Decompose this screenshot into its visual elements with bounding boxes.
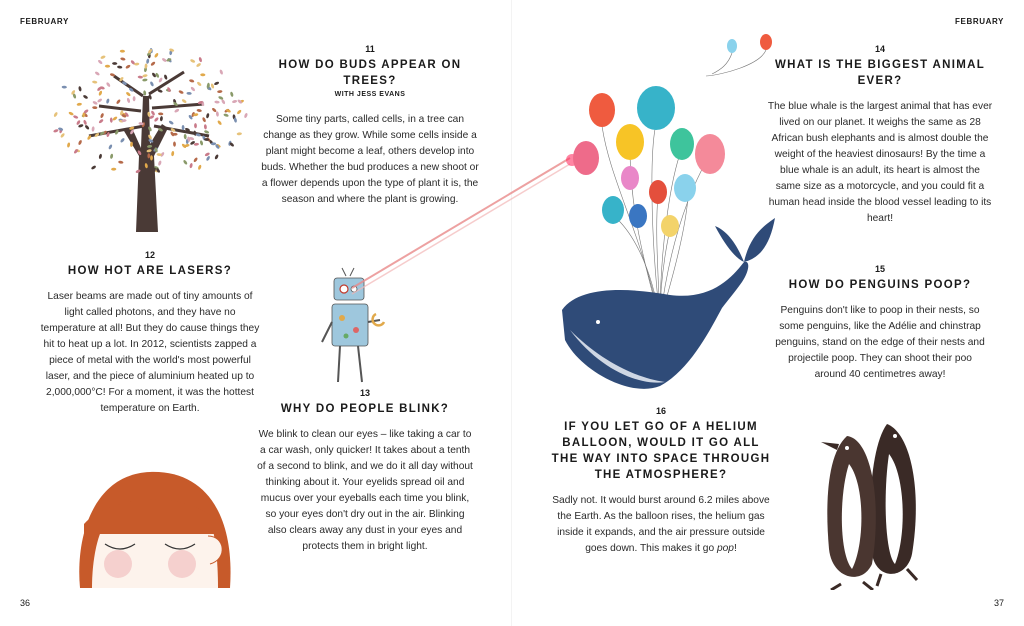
tree-leaf — [149, 81, 154, 87]
tree-leaf — [126, 98, 130, 104]
entry-question: WHY DO PEOPLE BLINK? — [280, 403, 450, 415]
tree-leaf — [98, 90, 103, 96]
entry-number: 12 — [144, 250, 155, 260]
entry-body: Laser beams are made out of tiny amounts of light called photons, and they have no temperature at all! But they do cause things they hit to heat up a lot. In 2012, scientists zapped a piece of metal with the world's most powerful laser, and the piece of aluminium heated up to 2,000,000°C! For a moment, it was the hottest temperature on Earth. — [40, 291, 260, 414]
entry-16 — [548, 406, 774, 557]
tree-leaf — [112, 62, 117, 65]
tree-leaf — [163, 74, 167, 80]
tree-leaf — [221, 99, 226, 105]
tree-leaf — [78, 86, 82, 92]
whale-balloons-illustration — [330, 30, 790, 410]
entry-body: Some tiny parts, called cells, in a tree can change as they grow. While some cells inside a plant might become a leaf, others develop into buds. Whether the bud produces a new shoot or a flower depends upon the type of plant it is, the season and where the plant is growing. — [261, 114, 479, 205]
tree-leaf — [125, 64, 131, 69]
tree-leaf — [142, 74, 148, 78]
tree-leaf — [84, 124, 90, 130]
tree-leaf — [73, 115, 79, 119]
tree-leaf — [204, 152, 210, 157]
tree-leaf — [68, 111, 74, 116]
entry-body: We blink to clean our eyes – like taking a car to a car wash, only quicker! It takes about a tenth of a second to blink, and we do it all day without thinking about it. Your eyelids spread oil and mucus over your eyeballs each time you blink, so your eyes don't dry out in the air. Blinking also clears away any dust in your eyes and protects them in bright light. — [257, 429, 473, 552]
penguins-illustration — [817, 414, 937, 590]
tree-leaf — [125, 91, 131, 96]
tree-leaf — [110, 117, 113, 122]
tree-leaf — [100, 55, 106, 60]
tree-leaf — [232, 100, 238, 104]
tree-leaf — [217, 90, 222, 93]
tree-leaf — [199, 140, 203, 146]
tree-leaf — [182, 125, 185, 130]
tree-leaf — [184, 134, 187, 139]
running-head-right: FEBRUARY — [955, 17, 1004, 26]
tree-leaf — [94, 71, 100, 76]
entry-body-end: ! — [733, 543, 737, 554]
tree-leaf — [171, 151, 175, 157]
tree-leaf — [117, 65, 123, 68]
tree-leaf — [214, 154, 219, 160]
page-number-right: 37 — [993, 598, 1004, 608]
tree-leaf — [62, 86, 67, 89]
entry-13 — [255, 388, 475, 555]
entry-number: 13 — [359, 388, 370, 398]
tree-leaf — [211, 107, 217, 113]
tree-leaf — [204, 124, 207, 129]
tree-leaf — [196, 81, 202, 87]
tree-leaf — [116, 99, 121, 105]
entry-12 — [40, 250, 260, 417]
tree-leaf — [158, 112, 163, 115]
tree-leaf — [154, 117, 160, 123]
tree-leaf — [76, 102, 82, 106]
entry-question: HOW HOT ARE LASERS? — [67, 265, 233, 277]
tree-leaf — [194, 123, 197, 128]
tree-leaf — [150, 61, 156, 67]
entry-byline: WITH JESS EVANS — [334, 91, 406, 98]
tree-leaf — [53, 129, 59, 133]
tree-leaf — [210, 83, 214, 89]
entry-question: IF YOU LET GO OF A HELIUM BALLOON, WOULD IT GO ALL THE WAY INTO SPACE THROUGH THE ATMOSPHERE? — [551, 421, 771, 481]
entry-number: 11 — [365, 44, 375, 54]
tree-leaf — [174, 108, 180, 113]
tree-leaf — [190, 59, 196, 64]
tree-leaf — [112, 116, 118, 121]
tree-leaf — [189, 79, 195, 83]
tree-leaf — [110, 153, 114, 159]
running-head-left: FEBRUARY — [20, 17, 69, 26]
tree-leaf — [120, 50, 125, 53]
tree-leaf — [106, 98, 110, 104]
tree-leaf — [178, 90, 184, 95]
tree-leaf — [98, 118, 104, 123]
tree-leaf — [190, 86, 196, 92]
tree-leaf — [92, 100, 98, 105]
entry-question: WHAT IS THE BIGGEST ANIMAL EVER? — [774, 59, 986, 87]
tree-leaf — [120, 57, 126, 61]
tree-leaf — [53, 112, 58, 118]
tree-leaf — [78, 140, 83, 146]
tree-leaf — [181, 98, 187, 103]
tree-leaf — [160, 116, 163, 122]
tree-leaf — [183, 159, 188, 165]
entry-question: HOW DO PENGUINS POOP? — [788, 279, 972, 291]
tree-leaf — [108, 144, 113, 150]
tree-leaf — [158, 77, 163, 83]
entry-body — [548, 493, 774, 557]
entry-question: HOW DO BUDS APPEAR ON TREES? — [278, 59, 462, 87]
tree-leaf — [91, 126, 94, 132]
tree-leaf — [206, 155, 211, 161]
tree-leaf — [193, 157, 198, 163]
tree-leaf — [216, 111, 219, 117]
tree-leaf — [138, 75, 143, 78]
tree-leaf — [237, 132, 242, 135]
tree-leaf — [230, 91, 234, 97]
tree-leaf — [106, 82, 111, 88]
tree-leaf — [111, 168, 116, 171]
tree-leaf — [168, 120, 174, 125]
entry-number: 14 — [874, 44, 885, 54]
tree-leaf — [196, 62, 202, 67]
entry-14 — [767, 44, 993, 227]
tree-leaf — [186, 92, 191, 95]
page-number-left: 36 — [20, 598, 31, 608]
tree-leaf — [236, 109, 242, 115]
entry-body: The blue whale is the largest animal that has ever lived on our planet. It weighs the same as 28 African bush elephants and is almost double the weight of the heaviest dinosaurs! By the time a blue whale is an adult, its heart is almost the same size as a motorcycle, and you could fit a human head inside the blood vessel leading to its heart! — [767, 101, 993, 224]
tree-leaf — [202, 117, 207, 123]
tree-leaf — [92, 106, 97, 109]
tree-leaf — [197, 164, 201, 170]
tree-leaf — [150, 110, 155, 116]
tree-leaf — [198, 57, 202, 63]
girl-illustration — [70, 464, 240, 588]
tree-leaf — [189, 163, 193, 169]
tree-leaf — [98, 154, 102, 160]
tree-leaf — [158, 160, 162, 166]
entry-number: 15 — [874, 264, 885, 274]
tree-leaf — [142, 78, 148, 81]
tree-illustration — [44, 36, 254, 234]
tree-leaf — [219, 69, 223, 75]
tree-leaf — [214, 81, 220, 86]
tree-leaf — [217, 120, 222, 126]
entry-body: Penguins don't like to poop in their nests, so some penguins, like the Adélie and chinstrap penguins, stand on the edge of their nests and projectile poop. They can shoot their poo around 40 centimetres away! — [775, 305, 985, 380]
entry-body-emphasis: pop — [716, 543, 734, 554]
tree-leaf — [118, 160, 124, 164]
tree-leaf — [154, 52, 159, 58]
tree-leaf — [204, 130, 210, 134]
tree-leaf — [206, 113, 210, 119]
tree-leaf — [200, 73, 205, 76]
tree-leaf — [146, 58, 150, 64]
tree-leaf — [161, 57, 167, 62]
tree-leaf — [60, 133, 65, 139]
tree-leaf — [173, 141, 176, 146]
entry-body-text: Sadly not. It would burst around 6.2 miles above the Earth. As the balloon rises, the helium gas inside it expands, and the air pressure outside goes down. This makes it go — [552, 495, 770, 554]
tree-leaf — [91, 165, 97, 170]
tree-leaf — [133, 96, 136, 101]
tree-leaf — [92, 80, 98, 84]
tree-leaf — [214, 100, 219, 103]
tree-leaf — [105, 65, 110, 68]
tree-leaf — [83, 94, 89, 99]
tree-leaf — [97, 59, 103, 65]
entry-number: 16 — [655, 406, 666, 416]
tree-leaf — [223, 113, 229, 117]
tree-leaf — [120, 137, 126, 143]
tree-leaf — [244, 113, 249, 119]
tree-leaf — [196, 109, 202, 113]
entry-15 — [774, 264, 986, 383]
tree-leaf — [67, 142, 71, 148]
tree-leaf — [97, 98, 103, 103]
tree-leaf — [100, 113, 105, 119]
tree-leaf — [83, 119, 88, 125]
